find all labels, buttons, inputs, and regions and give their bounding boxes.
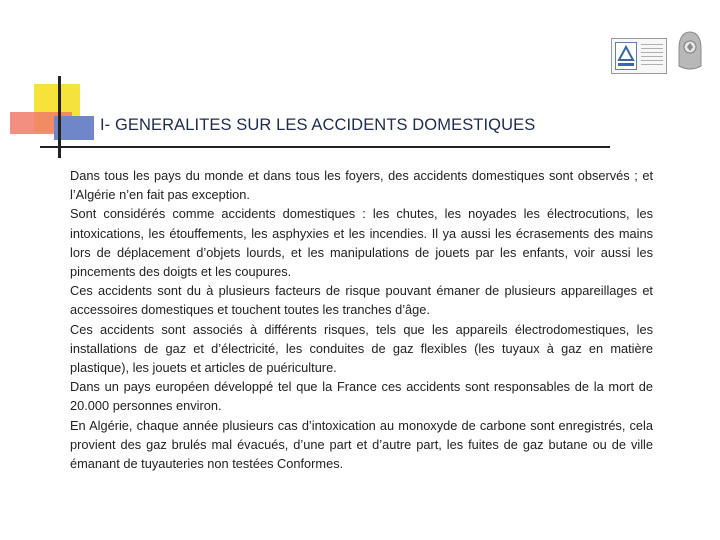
paragraph-algeria: En Algérie, chaque année plusieurs cas d’intoxication au monoxyde de carbone sont enregistrés, cela provient des gaz brulés mal évacués, d’une part et d’autre part, les fuites de gaz butane ou de ville émanant de tuyauteries non testées Conformes. [70,417,653,472]
paragraph-types: Sont considérés comme accidents domestiques : les chutes, les noyades les électrocutions, les intoxications, les étouffements, les asphyxies et les incendies. Il ya aussi les écrasements des mains lors de déplacement d’objets lourds, et les manipulations de jouets par les enfants, voir aussi les pincements des doigts et les coupures. [70,206,653,280]
seal-emblem-icon [676,30,704,72]
body-text [70,166,653,473]
slide-title: I- GENERALITES SUR LES ACCIDENTS DOMESTIQUES [100,116,536,134]
title-underline [40,146,610,148]
triangle-icon [616,43,636,69]
certification-badge-icon [611,38,667,74]
paragraph-risks: Ces accidents sont associés à différents risques, tels que les appareils électrodomestiques, les installations de gaz et d’électricité, les conduites de gaz flexibles (les tuyaux à gaz en matière plastique), les jouets et articles de puériculture. [70,321,653,376]
badge-triangle-box [615,42,637,70]
badge-text-lines [641,44,663,68]
paragraph-factors: Ces accidents sont du à plusieurs facteurs de risque pouvant émaner de plusieurs appareillages et accessoires domestiques et touchent toutes les tranches d’âge. [70,283,653,318]
paragraph-intro: Dans tous les pays du monde et dans tous les foyers, des accidents domestiques sont observés ; et l’Algérie n’en fait pas exception. [70,168,653,203]
paragraph-france: Dans un pays européen développé tel que la France ces accidents sont responsables de la mort de 20.000 personnes environ. [70,379,653,414]
